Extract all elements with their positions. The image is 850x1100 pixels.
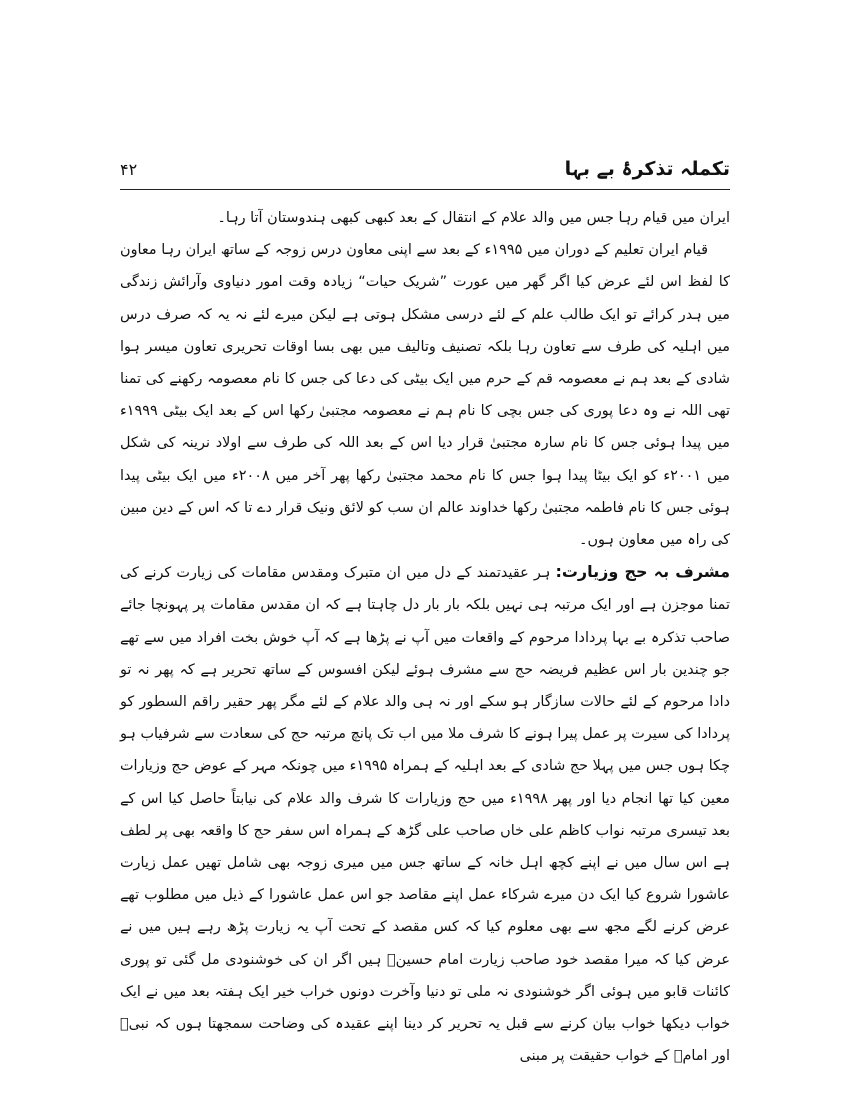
paragraph-3 <box>120 556 730 1072</box>
paragraph-1-text: ایران میں قیام رہا جس میں والد علام کے انتقال کے بعد کبھی کبھی ہندوستان آتا رہا۔ <box>217 210 730 226</box>
header-rule <box>120 189 730 190</box>
paragraph-2 <box>120 234 730 556</box>
paragraph-1 <box>120 202 730 234</box>
paragraph-2-text: قیام ایران تعلیم کے دوران میں ۱۹۹۵ء کے بعد سے اپنی معاون درس زوجہ کے ساتھ ایران رہا معاون کا لفظ اس لئے عرض کیا اگر گھر میں عورت ”شریک حیات“ زیادہ وقت امور دنیاوی وآرائش زندگی میں ہدر کرائے تو ایک طالب علم کے لئے درسی مشکل ہوتی ہے لیکن میرے لئے نہ یہ کہ صرف درس میں اہلیہ کی طرف سے تعاون رہا بلکہ تصنیف وتالیف میں بھی بسا اوقات تحریری تعاون میسر ہوا شادی کے بعد ہم نے معصومہ قم کے حرم میں ایک بیٹی کی دعا کی جس کا نام معصومہ رکھنے کی تمنا تھی اللہ نے وہ دعا پوری کی جس بچی کا نام ہم نے معصومہ مجتبیٰ رکھا اس کے بعد ایک بیٹی ۱۹۹۹ء میں پیدا ہوئی جس کا نام سارہ مجتبیٰ قرار دیا اس کے بعد اللہ کی طرف سے اولاد نرینہ کی شکل میں ۲۰۰۱ء کو ایک بیٹا پیدا ہوا جس کا نام محمد مجتبیٰ رکھا پھر آخر میں ۲۰۰۸ء میں ایک بیٹی پیدا ہوئی جس کا نام فاطمہ مجتبیٰ رکھا خداوند عالم ان سب کو لائق ونیک قرار دے تا کہ اس کے دین مبین کی راہ میں معاون ہوں۔ <box>120 242 730 549</box>
section-heading-hajj: مشرف بہ حج وزیارت: <box>555 562 730 582</box>
paragraph-3-text: ہر عقیدتمند کے دل میں ان متبرک ومقدس مقامات کی زیارت کرنے کی تمنا موجزن ہے اور ایک مرتبہ ہی نہیں بلکہ بار بار دل چاہتا ہے کہ ان مقدس مقامات پر پہونچا جائے صاحب تذکرہ بے بہا پردادا مرحوم کے واقعات میں آپ نے پڑھا ہے کہ آپ خوش بخت افراد میں سے تھے جو چندین بار اس عظیم فریضہ حج سے مشرف ہوئے لیکن افسوس کے ساتھ تحریر ہے کہ پھر نہ تو دادا مرحوم کے لئے حالات سازگار ہو سکے اور نہ ہی والد علام کے لئے مگر پھر حقیر راقم السطور کو پردادا کی سیرت پر عمل پیرا ہونے کا شرف ملا میں اب تک پانچ مرتبہ حج کی سعادت سے شرفیاب ہو چکا ہوں جس میں پہلا حج شادی کے بعد اہلیہ کے ہمراہ ۱۹۹۵ء میں چونکہ مہر کے عوض حج وزیارات معین کیا تھا انجام دیا اور پھر ۱۹۹۸ء میں حج وزیارات کا شرف والد علام کی نیابتاً حاصل کیا اس کے بعد تیسری مرتبہ نواب کاظم علی خاں صاحب علی گڑھ کے ہمراہ اس سفر حج کا واقعہ بھی پر لطف ہے اس سال میں نے اپنے کچھ اہل خانہ کے ساتھ جس میں میری زوجہ بھی شامل تھیں عمل زیارت عاشورا شروع کیا ایک دن میرے شرکاء عمل اپنے مقاصد جو اس عمل عاشورا کے ذیل میں مطلوب تھے عرض کرنے لگے مجھ سے بھی معلوم کیا کہ کس مقصد کے تحت آپ یہ زیارت پڑھ رہے ہیں میں نے عرض کیا کہ میرا مقصد خود صاحب زیارت امام حسینؑ ہیں اگر ان کی خوشنودی مل گئی تو پوری کائنات قابو میں ہوئی اگر خوشنودی نہ ملی تو دنیا وآخرت دونوں خراب خیر ایک ہفتہ بعد میں نے ایک خواب دیکھا خواب بیان کرنے سے قبل یہ تحریر کر دینا اپنے عقیدہ کی وضاحت سمجھتا ہوں کہ نبیؐ اور امامؑ کے خواب حقیقت پر مبنی <box>120 565 730 1065</box>
page-header <box>120 158 730 186</box>
body-text <box>120 202 730 1072</box>
page-number: ۴۲ <box>120 160 138 179</box>
book-title: تکملہ تذکرۂ بے بہا <box>564 158 730 180</box>
